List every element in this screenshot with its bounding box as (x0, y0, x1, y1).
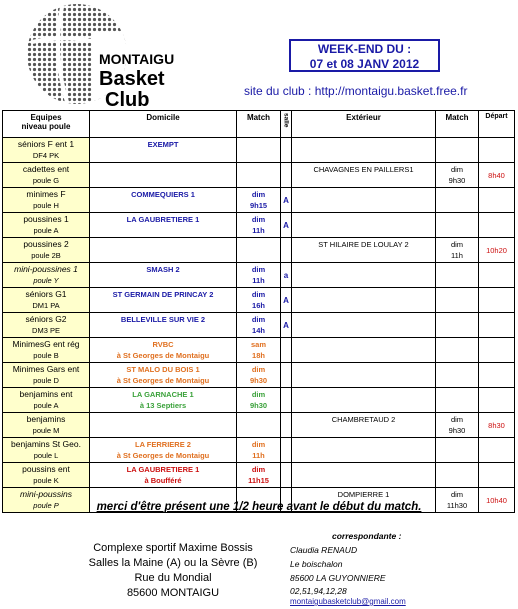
header-salle: salle (281, 111, 292, 138)
departure-cell (479, 438, 515, 463)
correspondante-street: Le boischalon (290, 559, 343, 569)
team-poule: poule A (33, 401, 59, 410)
away-opponent-cell (292, 188, 436, 213)
away-match-day: dim (450, 490, 464, 499)
team-poule: poule Y (33, 276, 59, 285)
away-opponent-cell (292, 438, 436, 463)
home-match-cell (237, 463, 281, 488)
away-match-time: 9h30 (448, 176, 466, 185)
home-match-day: dim (251, 465, 266, 474)
away-match-cell (436, 388, 479, 413)
away-opponent-cell: CHAVAGNES EN PAILLERS1 (292, 163, 436, 188)
header-match-ext: Match (436, 111, 479, 138)
home-match-time: 14h (252, 326, 265, 335)
home-opponent: ST GERMAIN DE PRINCAY 2 (112, 290, 214, 299)
table-row (3, 238, 515, 263)
away-match-cell (436, 338, 479, 363)
weekend-dates: 07 et 08 JANV 2012 (309, 57, 420, 71)
home-opponent: RVBC (152, 340, 174, 349)
header-equipes: Equipes niveau poule (3, 111, 90, 138)
home-match-time: 11h (252, 451, 265, 460)
home-match-cell (237, 413, 281, 438)
away-opponent-cell (292, 463, 436, 488)
home-match-cell (237, 338, 281, 363)
away-match-cell (436, 313, 479, 338)
departure-cell (479, 463, 515, 488)
home-opponent-cell (90, 138, 237, 163)
home-match-cell (237, 363, 281, 388)
address-line: Salles la Maine (A) ou la Sèvre (B) (88, 557, 258, 569)
home-match-time: 9h15 (249, 201, 268, 210)
team-cell (3, 388, 90, 413)
home-venue: à St Georges de Montaigu (116, 351, 210, 360)
team-name: poussines 1 (23, 214, 69, 224)
departure-cell (479, 338, 515, 363)
home-match-cell (237, 388, 281, 413)
home-opponent-cell (90, 263, 237, 288)
home-match-day: dim (251, 390, 266, 399)
home-match-cell (237, 438, 281, 463)
home-match-time: 9h30 (249, 376, 268, 385)
home-opponent: LA GAUBRETIERE 1 (126, 465, 200, 474)
weekend-date-box (289, 39, 440, 72)
home-opponent: ST MALO DU BOIS 1 (126, 365, 200, 374)
salle-cell (281, 163, 292, 188)
salle-cell (281, 388, 292, 413)
home-venue: à Boufféré (144, 476, 182, 485)
home-match-cell (237, 263, 281, 288)
away-match-time: 11h30 (446, 501, 468, 510)
away-opponent-cell: ST HILAIRE DE LOULAY 2 (292, 238, 436, 263)
departure-cell (479, 213, 515, 238)
correspondante-phone: 02,51,94,12,28 (290, 586, 347, 596)
home-match-time: 11h15 (248, 476, 269, 485)
team-poule: poule L (33, 451, 59, 460)
logo-text-3: Club (105, 89, 150, 111)
salle-cell: A (281, 213, 292, 238)
away-opponent-cell (292, 363, 436, 388)
departure-cell: 10h20 (479, 238, 515, 263)
team-name: minimes F (26, 189, 66, 199)
home-match-cell (237, 313, 281, 338)
table-row (3, 438, 515, 463)
home-opponent-cell (90, 288, 237, 313)
team-name: benjamins ent (19, 389, 73, 399)
home-match-time: 18h (252, 351, 265, 360)
home-match-day: dim (251, 440, 266, 449)
home-match-day: dim (251, 215, 266, 224)
team-cell (3, 163, 90, 188)
home-match-day: dim (251, 190, 266, 199)
team-cell (3, 138, 90, 163)
team-name: benjamins St Geo. (11, 439, 81, 449)
team-poule: poule G (32, 176, 60, 185)
home-opponent-cell (90, 463, 237, 488)
home-opponent-cell (90, 338, 237, 363)
home-opponent-cell (90, 213, 237, 238)
away-match-cell (436, 363, 479, 388)
home-opponent: COMMEQUIERS 1 (131, 190, 195, 199)
team-name: poussines 2 (23, 239, 69, 249)
team-name: séniors G2 (25, 314, 67, 324)
weekend-label: WEEK-END DU : (317, 42, 412, 56)
home-match-cell (237, 238, 281, 263)
departure-cell: 8h30 (479, 413, 515, 438)
home-match-time: 11h (252, 226, 265, 235)
departure-cell (479, 313, 515, 338)
home-opponent: LA FERRIERE 2 (135, 440, 191, 449)
salle-cell: A (281, 313, 292, 338)
home-match-cell (237, 288, 281, 313)
away-match-day: dim (450, 165, 464, 174)
team-name: mini-poussines 1 (14, 264, 78, 274)
departure-cell: 8h40 (479, 163, 515, 188)
arrival-notice: merci d'être présent une 1/2 heure avant le début du match. (96, 501, 422, 513)
away-match-cell (436, 213, 479, 238)
salle-cell: a (281, 263, 292, 288)
team-name: benjamins (26, 414, 66, 424)
home-opponent: BELLEVILLE SUR VIE 2 (120, 315, 206, 324)
home-opponent-cell (90, 313, 237, 338)
team-poule: poule H (33, 201, 59, 210)
team-cell (3, 413, 90, 438)
header-exterieur: Extérieur (292, 111, 436, 138)
home-match-day: dim (251, 290, 266, 299)
home-match-day: dim (251, 365, 266, 374)
team-poule: DF4 PK (32, 151, 60, 160)
departure-cell (479, 363, 515, 388)
club-website-link[interactable]: site du club : http://montaigu.basket.free.fr (244, 84, 468, 98)
team-poule: poule M (32, 426, 60, 435)
table-row (3, 338, 515, 363)
table-row (3, 463, 515, 488)
team-name: séniors G1 (25, 289, 67, 299)
correspondante-city: 85600 LA GUYONNIERE (290, 573, 386, 583)
home-opponent-cell (90, 413, 237, 438)
team-cell (3, 438, 90, 463)
away-match-cell (436, 188, 479, 213)
schedule-body (3, 138, 515, 513)
home-match-time: 9h30 (249, 401, 268, 410)
team-poule: poule P (33, 501, 59, 510)
home-match-cell (237, 163, 281, 188)
table-row (3, 213, 515, 238)
away-opponent-cell: DOMPIERRE 1 (292, 488, 436, 513)
departure-cell (479, 388, 515, 413)
table-row (3, 138, 515, 163)
away-opponent-cell: CHAMBRETAUD 2 (292, 413, 436, 438)
away-match-cell (436, 263, 479, 288)
team-name: Minimes Gars ent (12, 364, 80, 374)
table-header-row (3, 111, 515, 138)
team-poule: poule A (33, 226, 59, 235)
away-opponent-cell (292, 213, 436, 238)
team-name: MinimesG ent rég (12, 339, 80, 349)
home-opponent-cell (90, 238, 237, 263)
away-match-cell (436, 438, 479, 463)
team-name: mini-poussins (20, 489, 72, 499)
address-line: Complexe sportif Maxime Bossis (93, 542, 253, 554)
correspondante-email[interactable]: montaigubasketclub@gmail.com (290, 597, 406, 606)
salle-cell (281, 238, 292, 263)
home-match-cell (237, 138, 281, 163)
correspondante-block (290, 529, 406, 607)
salle-cell (281, 363, 292, 388)
team-cell (3, 188, 90, 213)
table-row (3, 263, 515, 288)
correspondante-name: Claudia RENAUD (290, 545, 358, 555)
departure-cell (479, 288, 515, 313)
header-depart: Départ (479, 111, 515, 138)
home-opponent-cell (90, 188, 237, 213)
salle-cell (281, 413, 292, 438)
away-match-cell (436, 238, 479, 263)
team-poule: DM1 PA (32, 301, 60, 310)
away-match-day: dim (450, 240, 464, 249)
away-opponent-cell (292, 263, 436, 288)
home-venue: à St Georges de Montaigu (116, 376, 210, 385)
header-domicile: Domicile (90, 111, 237, 138)
away-match-cell (436, 163, 479, 188)
departure-cell (479, 263, 515, 288)
salle-cell (281, 463, 292, 488)
home-opponent-cell (90, 163, 237, 188)
table-row (3, 288, 515, 313)
address-line: 85600 MONTAIGU (126, 587, 220, 599)
home-match-day: dim (251, 315, 266, 324)
salle-cell (281, 338, 292, 363)
team-poule: poule 2B (31, 251, 61, 260)
home-opponent-cell (90, 388, 237, 413)
salle-cell (281, 438, 292, 463)
home-venue: à 13 Septiers (139, 401, 187, 410)
table-row (3, 363, 515, 388)
schedule-table (2, 110, 515, 513)
salle-cell: A (281, 288, 292, 313)
departure-cell (479, 138, 515, 163)
home-opponent-cell (90, 363, 237, 388)
away-opponent-cell (292, 313, 436, 338)
team-cell (3, 213, 90, 238)
team-poule: poule K (33, 476, 59, 485)
away-opponent-cell (292, 338, 436, 363)
table-row (3, 163, 515, 188)
team-cell (3, 263, 90, 288)
away-opponent-cell (292, 138, 436, 163)
away-match-cell (436, 138, 479, 163)
away-match-cell (436, 413, 479, 438)
home-match-time: 11h (252, 276, 265, 285)
away-match-cell (436, 288, 479, 313)
table-row (3, 388, 515, 413)
home-match-day: dim (251, 265, 266, 274)
home-match-time: 16h (252, 301, 265, 310)
away-opponent-cell (292, 288, 436, 313)
team-name: poussins ent (22, 464, 70, 474)
departure-cell: 10h40 (479, 488, 515, 513)
team-name: séniors F ent 1 (17, 139, 75, 149)
salle-cell: A (281, 188, 292, 213)
logo-text-1: MONTAIGU (99, 51, 175, 67)
venue-address (78, 541, 268, 601)
home-opponent-cell (90, 438, 237, 463)
team-poule: DM3 PE (32, 326, 60, 335)
home-match-day: sam (250, 340, 266, 349)
away-match-time: 9h30 (448, 426, 466, 435)
away-match-time: 11h (451, 251, 463, 260)
header-match: Match (237, 111, 281, 138)
logo-text-2: Basket (99, 68, 165, 90)
team-poule: poule B (33, 351, 59, 360)
away-match-day: dim (450, 415, 464, 424)
team-cell (3, 338, 90, 363)
address-line: Rue du Mondial (134, 572, 212, 584)
salle-cell (281, 138, 292, 163)
home-opponent: EXEMPT (147, 140, 179, 149)
away-match-cell (436, 463, 479, 488)
team-cell (3, 288, 90, 313)
table-row (3, 188, 515, 213)
team-cell (3, 238, 90, 263)
team-cell (3, 313, 90, 338)
correspondante-title: correspondante : (332, 531, 402, 541)
home-venue: à St Georges de Montaigu (116, 451, 210, 460)
home-match-cell (237, 213, 281, 238)
departure-cell (479, 188, 515, 213)
home-opponent: SMASH 2 (146, 265, 180, 274)
home-opponent: LA GAUBRETIERE 1 (126, 215, 200, 224)
team-name: cadettes ent (22, 164, 70, 174)
table-row (3, 313, 515, 338)
team-cell (3, 463, 90, 488)
home-match-cell (237, 188, 281, 213)
team-poule: poule D (33, 376, 59, 385)
table-row (3, 413, 515, 438)
home-opponent: LA GARNACHE 1 (132, 390, 194, 399)
club-logo (22, 2, 175, 112)
away-opponent-cell (292, 388, 436, 413)
team-cell (3, 363, 90, 388)
